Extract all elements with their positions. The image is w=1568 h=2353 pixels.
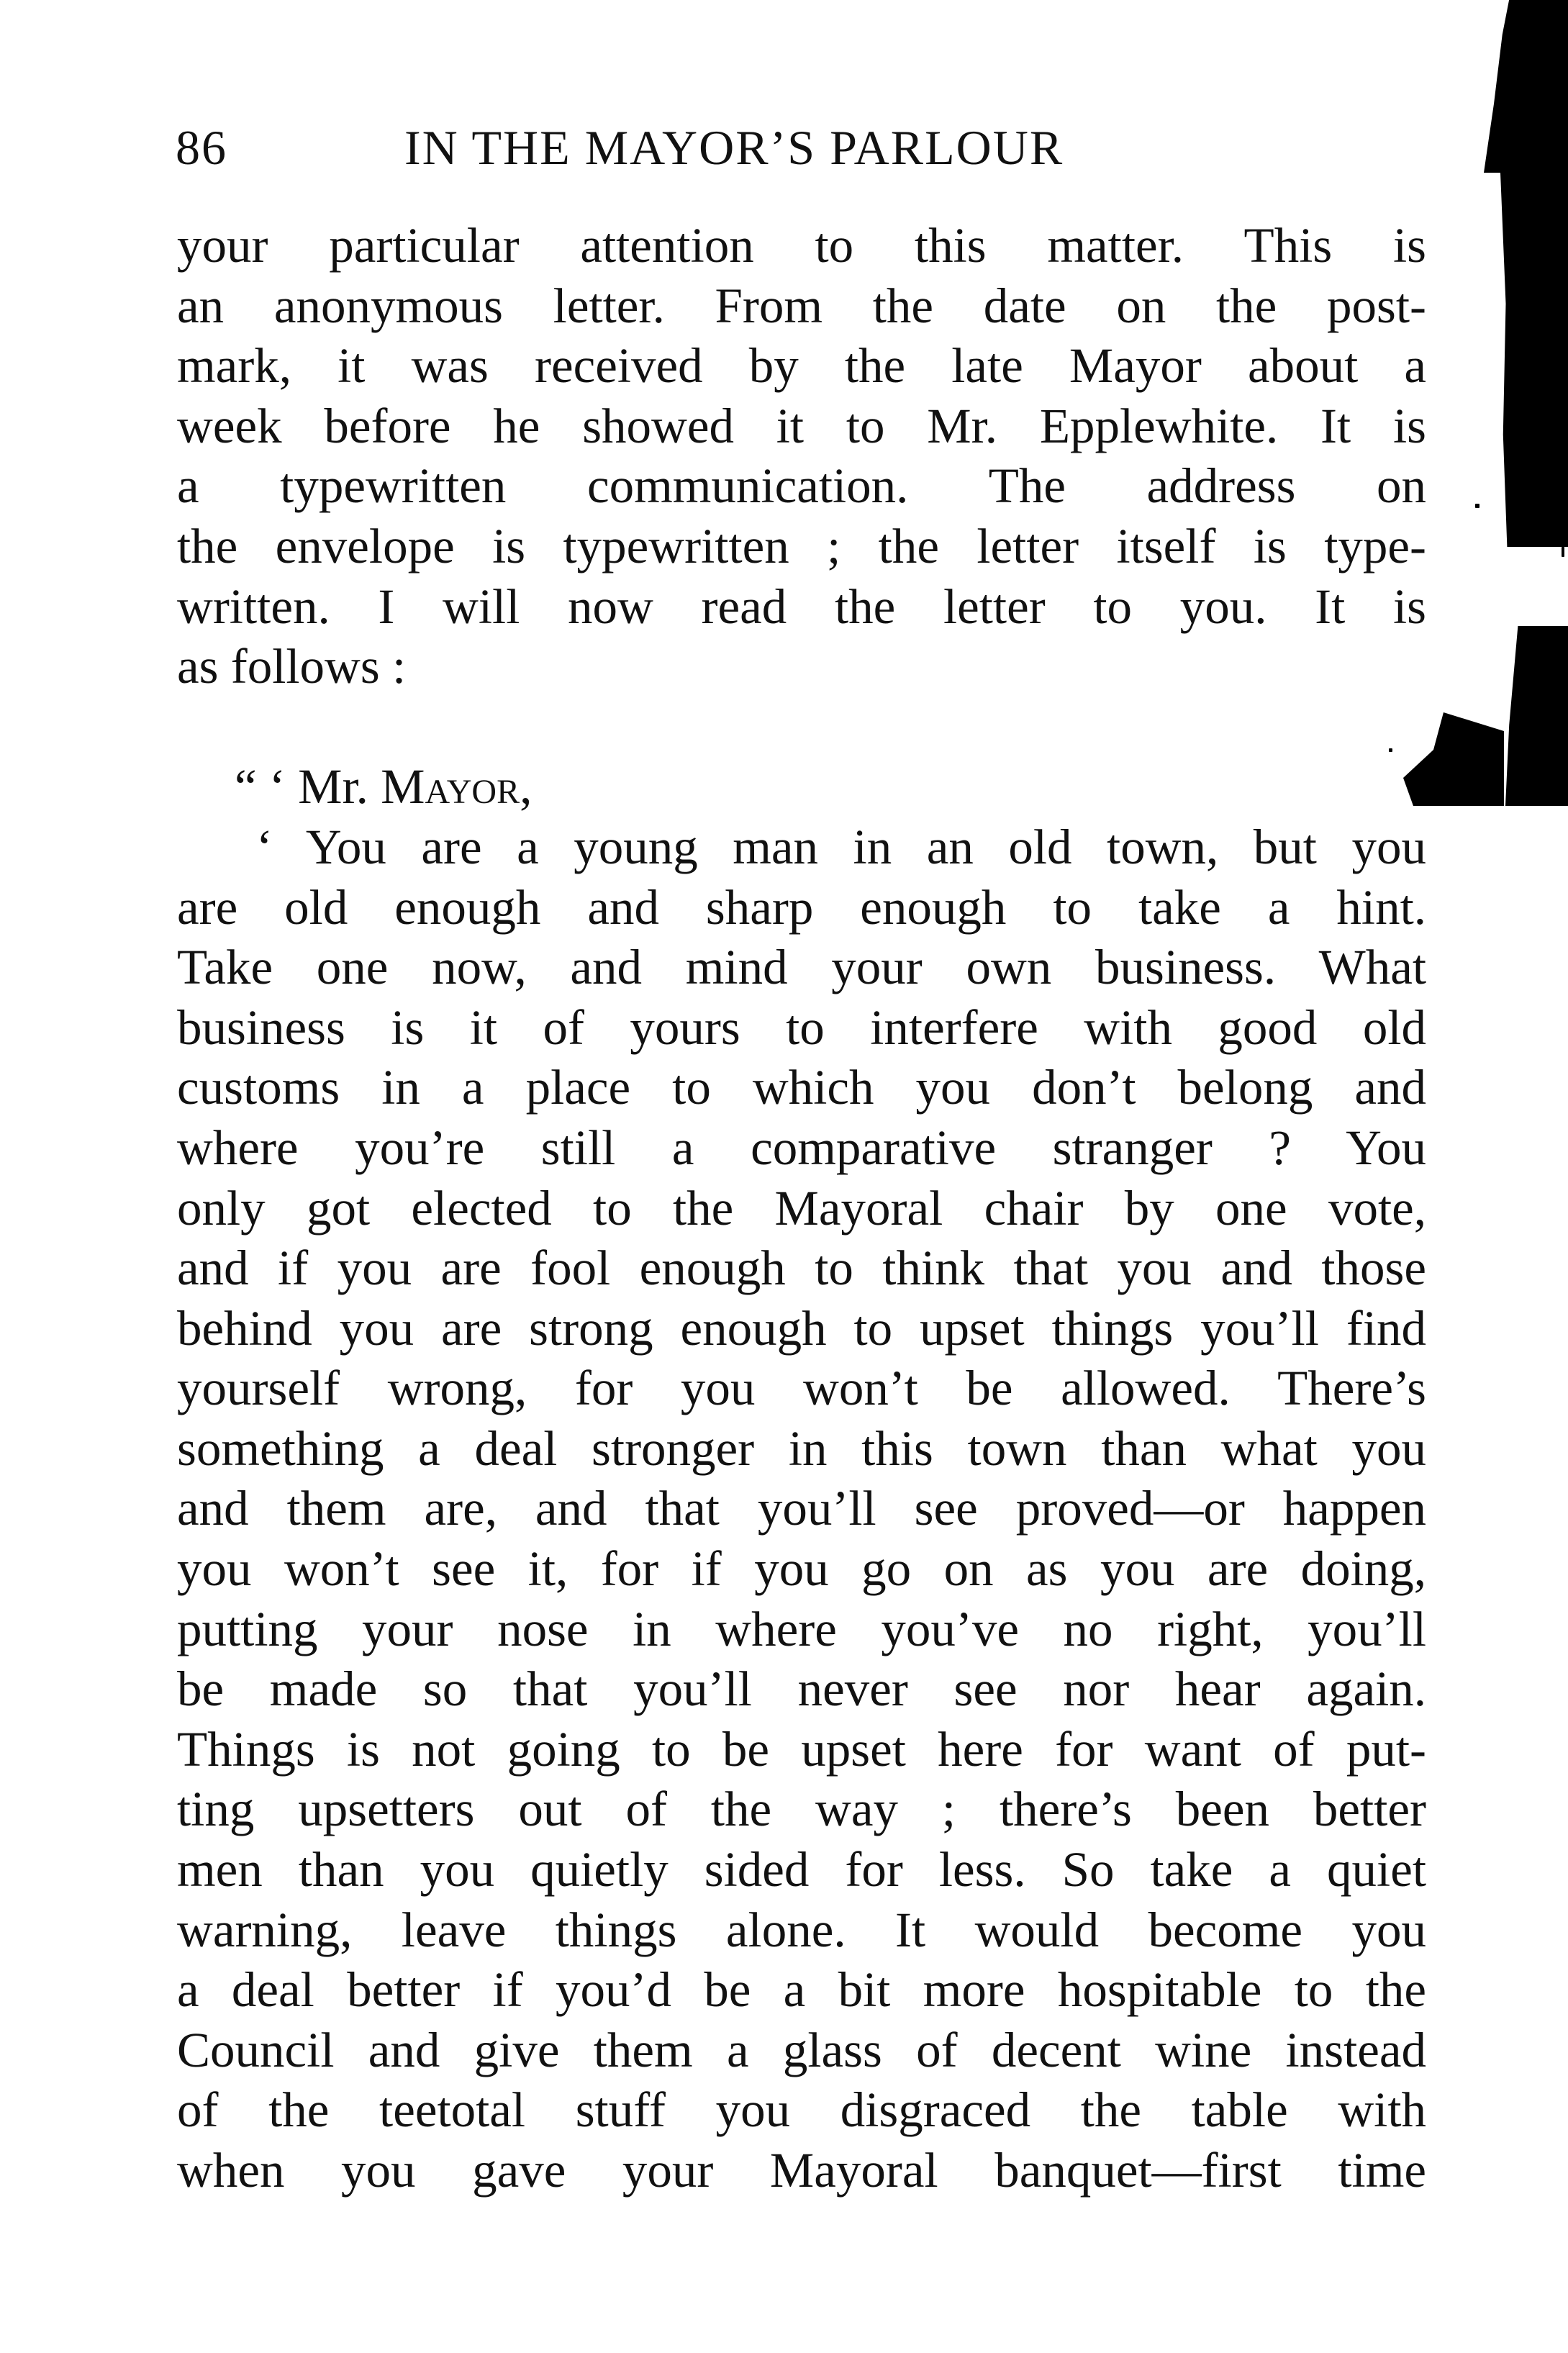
salutation-name: Mayor, [381,759,533,815]
scan-edge-upper [1484,0,1568,173]
scan-speck [1475,504,1479,508]
text-line: the envelope is typewritten ; the letter itself is type- [177,518,1426,573]
text-line: a typewritten communication. The address on [177,458,1426,514]
letter-salutation [177,757,1426,817]
text-line: mark, it was received by the late Mayor about a [177,338,1426,394]
text-line: week before he showed it to Mr. Epplewhite. It is [177,398,1426,453]
scan-edge-upper-strip [1500,173,1568,547]
text-line: an anonymous letter. From the date on the post- [177,278,1426,333]
page-number: 86 [176,120,227,175]
letter-line: behind you are strong enough to upset things you’ll find [177,1300,1426,1356]
text-line: as follows : [177,639,407,694]
letter-line: ‘ You are a young man in an old town, but you [256,819,1426,874]
letter-line: and them are, and that you’ll see proved—or happen [177,1481,1426,1536]
letter-line: men than you quietly sided for less. So take a quiet [177,1842,1426,1898]
running-title: IN THE MAYOR’S PARLOUR [404,120,1064,175]
letter-line: when you gave your Mayoral banquet—first time [177,2143,1426,2198]
paragraph-gap [177,697,1426,758]
letter-line: where you’re still a comparative stranger ? You [177,1120,1426,1175]
letter-line: are old enough and sharp enough to take a hint. [177,879,1426,935]
letter-line: Take one now, and mind your own business. What [177,940,1426,995]
salutation-prefix: “ ‘ Mr. [235,759,381,815]
letter-line: Council and give them a glass of decent wine instead [177,2022,1426,2077]
running-head [176,115,1413,180]
letter-line: putting your nose in where you’ve no right, you’ll [177,1601,1426,1656]
text-block [177,216,1426,2201]
scan-speck [1562,547,1564,557]
letter-line: a deal better if you’d be a bit more hospitable to the [177,1962,1426,2018]
scan-edge-lower [1505,626,1568,806]
letter-line: yourself wrong, for you won’t be allowed. There’s [177,1361,1426,1416]
letter-line: be made so that you’ll never see nor hear again. [177,1661,1426,1717]
scan-speck [1389,748,1392,752]
text-line: your particular attention to this matter. This is [177,218,1426,273]
letter-line: warning, leave things alone. It would become you [177,1902,1426,1957]
letter-line: something a deal stronger in this town than what you [177,1420,1426,1476]
letter-line: and if you are fool enough to think that you and those [177,1241,1426,1296]
letter-line: business is it of yours to interfere with good old [177,999,1426,1055]
letter-line: customs in a place to which you don’t belong and [177,1060,1426,1115]
letter-line: ting upsetters out of the way ; there’s been better [177,1782,1426,1837]
letter-line: of the teetotal stuff you disgraced the table with [177,2082,1426,2138]
letter-line: Things is not going to be upset here for want of put- [177,1721,1426,1777]
text-line: written. I will now read the letter to you. It is [177,579,1426,634]
letter-line: you won’t see it, for if you go on as you are doing, [177,1541,1426,1597]
letter-line: only got elected to the Mayoral chair by one vote, [177,1180,1426,1236]
